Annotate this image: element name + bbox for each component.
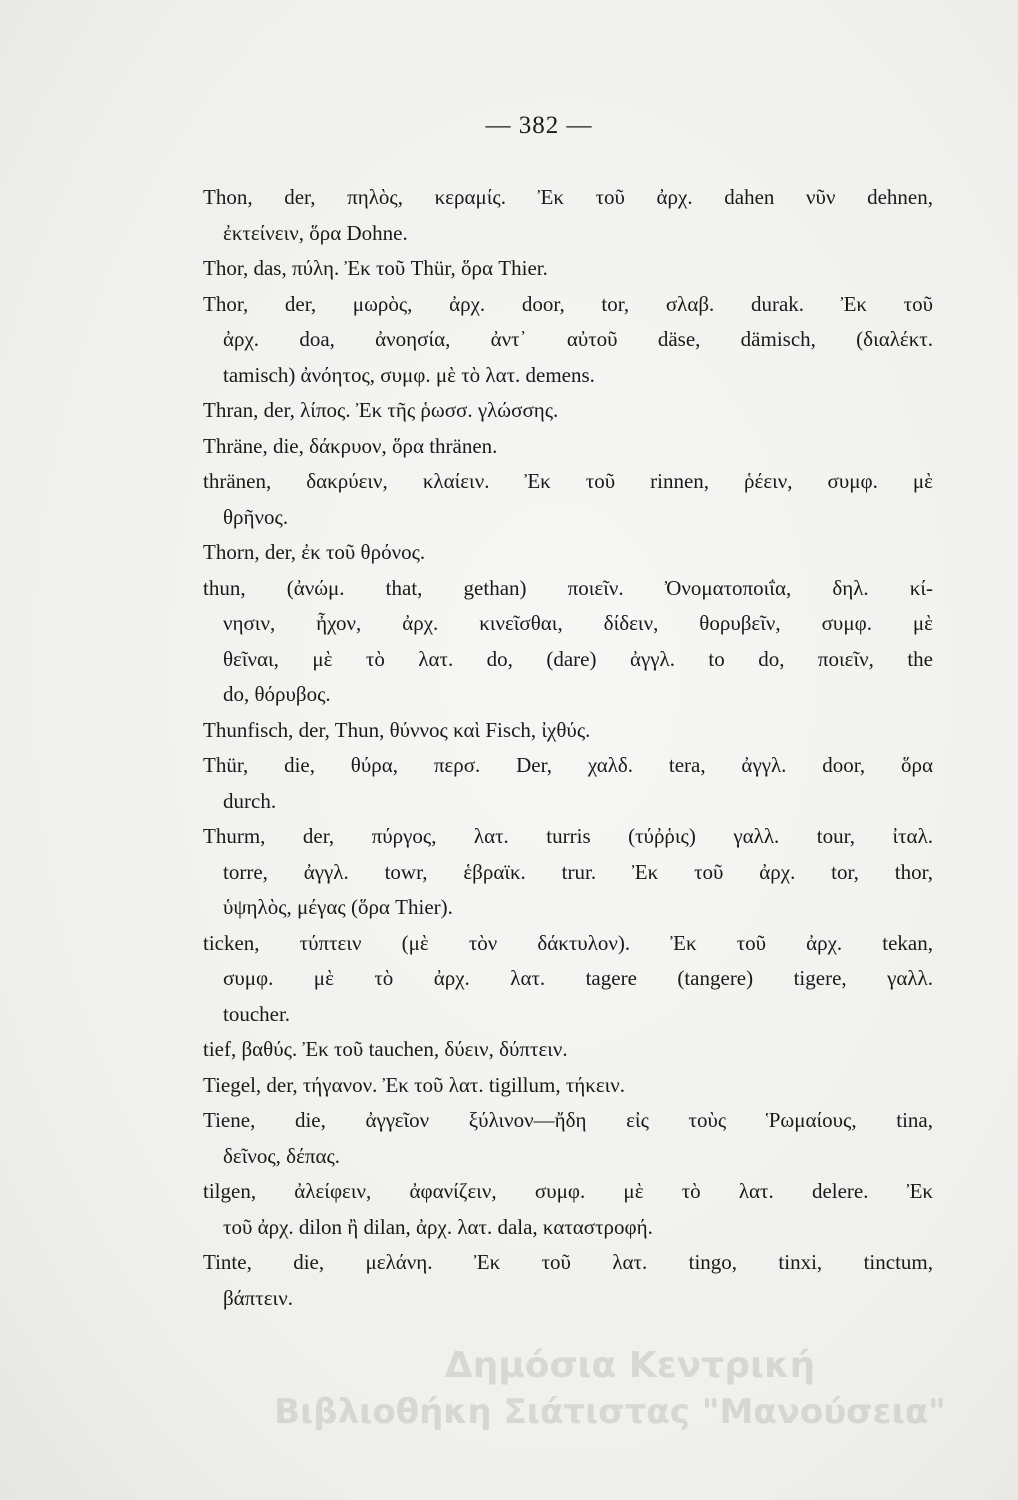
dictionary-entry <box>203 713 933 749</box>
dictionary-entry <box>203 535 933 571</box>
entry-continuation: θεῖναι, μὲ τὸ λατ. do, (dare) ἀγγλ. to do, ποιεῖν, the <box>223 646 933 671</box>
entry-headline: thun, (ἀνώμ. that, gethan) ποιεῖν. Ὀνοματοποιΐα, δηλ. κί- <box>203 575 933 600</box>
entry-headline: Thon, der, πηλὸς, κεραμίς. Ἐκ τοῦ ἀρχ. dahen νῦν dehnen, <box>203 185 933 209</box>
entry-continuation: συμφ. μὲ τὸ ἀρχ. λατ. tagere (tangere) tigere, γαλλ. <box>223 966 933 990</box>
entry-headline: Thor, das, πύλη. Ἐκ τοῦ Thür, ὅρα Thier. <box>203 256 548 280</box>
entry-headline: tief, βαθύς. Ἐκ τοῦ tauchen, δύειν, δύπτειν. <box>203 1037 568 1061</box>
dictionary-entry <box>203 180 933 251</box>
entry-continuation: δεῖνος, δέπας. <box>223 1143 341 1168</box>
dictionary-entry <box>203 393 933 429</box>
entry-continuation: ἀρχ. doa, ἀνοησία, ἀντ᾽ αὐτοῦ däse, dämisch, (διαλέκτ. <box>223 327 933 351</box>
dictionary-entry <box>203 287 933 394</box>
entry-headline: Tiegel, der, τήγανον. Ἐκ τοῦ λατ. tigillum, τήκειν. <box>203 1072 626 1097</box>
entry-headline: thränen, δακρύειν, κλαίειν. Ἐκ τοῦ rinnen, ῥέειν, συμφ. μὲ <box>203 469 933 493</box>
dictionary-entry <box>203 1174 933 1245</box>
dictionary-entry <box>203 571 933 713</box>
entry-headline: ticken, τύπτειν (μὲ τὸν δάκτυλον). Ἐκ τοῦ ἀρχ. tekan, <box>203 930 933 955</box>
entry-continuation: durch. <box>223 788 277 813</box>
dictionary-entry <box>203 926 933 1033</box>
entry-headline: Tinte, die, μελάνη. Ἐκ τοῦ λατ. tingo, tinxi, tinctum, <box>203 1250 933 1274</box>
entry-headline: tilgen, ἀλείφειν, ἀφανίζειν, συμφ. μὲ τὸ λατ. delere. Ἐκ <box>203 1179 933 1203</box>
page-number: — 382 — <box>485 112 593 139</box>
entry-continuation: toucher. <box>223 1001 291 1026</box>
entry-continuation: βάπτειν. <box>223 1285 293 1310</box>
entry-continuation: τοῦ ἀρχ. dilon ἢ dilan, ἀρχ. λατ. dala, καταστροφή. <box>223 1214 653 1239</box>
entry-continuation: ἐκτείνειν, ὅρα Dohne. <box>223 220 408 245</box>
entry-continuation: θρῆνος. <box>223 504 289 529</box>
dictionary-entry <box>203 429 933 465</box>
entry-headline: Thorn, der, ἐκ τοῦ θρόνος. <box>203 540 426 564</box>
entry-continuation: tamisch) ἀνόητος, συμφ. μὲ τὸ λατ. demens. <box>223 362 595 387</box>
entry-continuation: ὑψηλὸς, μέγας (ὅρα Thier). <box>223 895 453 919</box>
entry-headline: Tiene, die, ἀγγεῖον ξύλινον—ἤδη εἰς τοὺς Ῥωμαίους, tina, <box>203 1108 933 1132</box>
library-watermark-line2: Βιβλιοθήκη Σιάτιστας "Μανούσεια" <box>274 1392 946 1432</box>
entry-headline: Thür, die, θύρα, περσ. Der, χαλδ. tera, ἀγγλ. door, ὅρα <box>203 753 933 777</box>
dictionary-entry <box>203 819 933 926</box>
entry-headline: Thräne, die, δάκρυον, ὅρα thränen. <box>203 433 498 458</box>
dictionary-entry <box>203 1068 933 1104</box>
dictionary-entry <box>203 251 933 287</box>
dictionary-entry <box>203 748 933 819</box>
library-watermark-line1: Δημόσια Κεντρική <box>444 1345 816 1386</box>
entry-headline: Thor, der, μωρὸς, ἀρχ. door, tor, σλαβ. durak. Ἐκ τοῦ <box>203 291 933 316</box>
entry-headline: Thunfisch, der, Thun, θύννος καὶ Fisch, ἰχθύς. <box>203 717 591 742</box>
entry-continuation: torre, ἀγγλ. towr, ἑβραϊκ. trur. Ἐκ τοῦ ἀρχ. tor, thor, <box>223 859 933 884</box>
entry-headline: Thurm, der, πύργος, λατ. turris (τύῤῥις) γαλλ. tour, ἰταλ. <box>203 824 933 848</box>
entry-headline: Thran, der, λίπος. Ἐκ τῆς ῥωσσ. γλώσσης. <box>203 398 559 422</box>
dictionary-entry <box>203 1245 933 1316</box>
dictionary-entry <box>203 464 933 535</box>
entry-continuation: νησιν, ἦχον, ἀρχ. κινεῖσθαι, δίδειν, θορυβεῖν, συμφ. μὲ <box>223 611 933 635</box>
dictionary-entries <box>203 180 933 1316</box>
dictionary-entry <box>203 1103 933 1174</box>
dictionary-entry <box>203 1032 933 1068</box>
entry-continuation: do, θόρυβος. <box>223 682 331 706</box>
